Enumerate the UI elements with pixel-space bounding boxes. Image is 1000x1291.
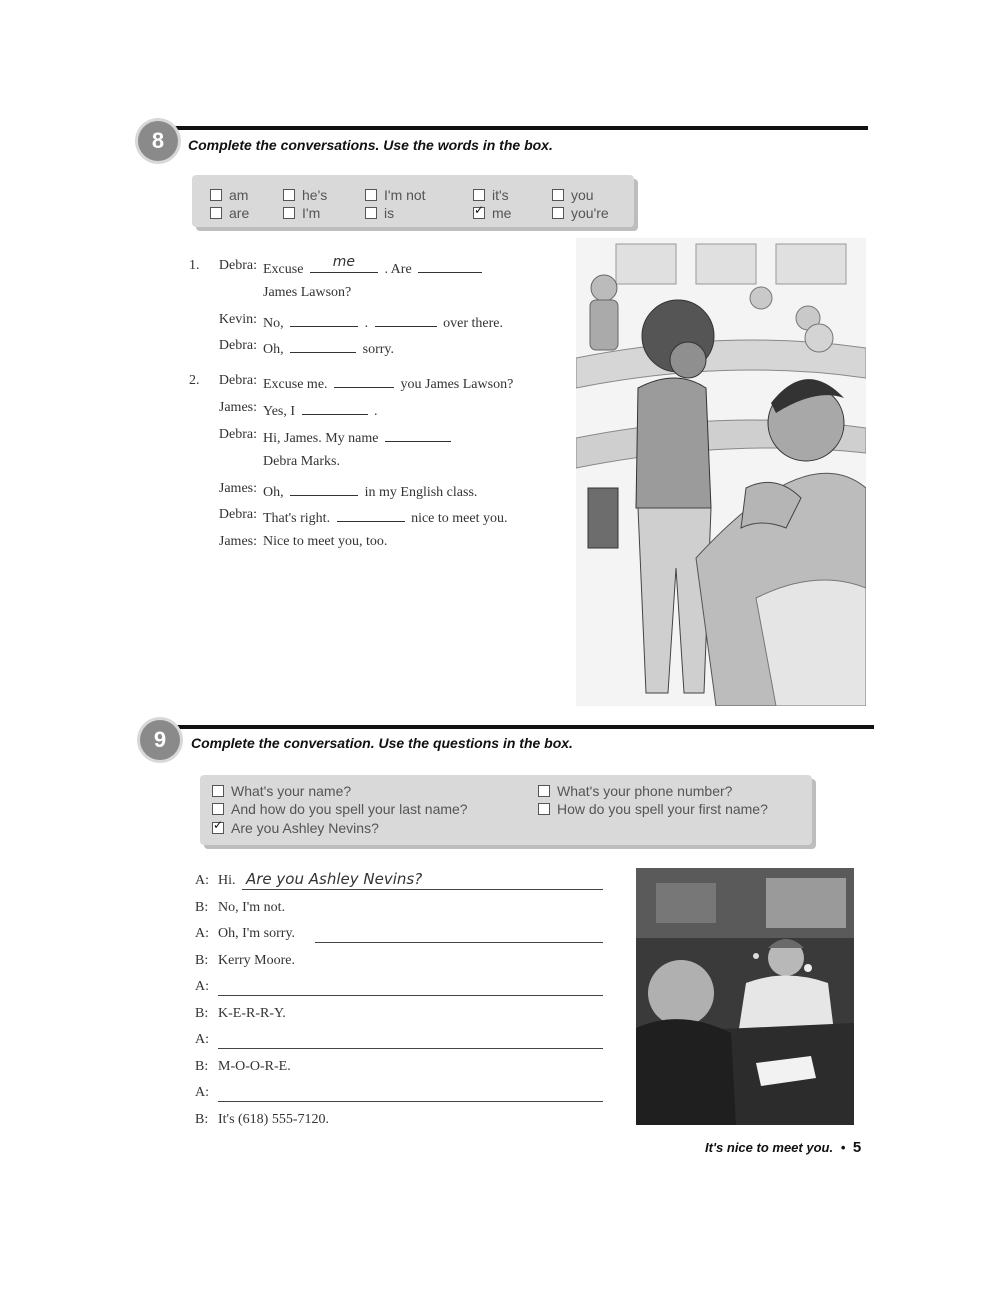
dialogue-speaker: B:	[195, 1059, 209, 1074]
checkbox-icon[interactable]	[473, 189, 485, 201]
blank-field[interactable]	[302, 400, 368, 415]
speaker-label: Debra:	[218, 373, 257, 388]
dialogue-speaker: A:	[195, 1085, 209, 1100]
question-option-label: Are you Ashley Nevins?	[231, 820, 379, 836]
word-option[interactable]	[210, 187, 248, 203]
question-option-label: What's your name?	[231, 783, 352, 799]
dialogue-speaker: A:	[195, 979, 209, 994]
checkbox-icon[interactable]	[212, 785, 224, 797]
word-option-label: you	[571, 187, 594, 203]
page-number: 5	[852, 1139, 862, 1156]
word-option-label: I'm not	[384, 187, 426, 203]
exercise-9-badge	[140, 720, 180, 760]
classroom-drawing	[576, 238, 866, 706]
blank-field[interactable]	[290, 481, 358, 496]
answer-blank-field[interactable]	[315, 926, 603, 943]
checkbox-icon[interactable]	[538, 803, 550, 815]
line-text: .	[364, 316, 369, 331]
answer-blank-field[interactable]	[242, 870, 603, 890]
word-option-label: it's	[492, 187, 509, 203]
checkbox-icon[interactable]	[538, 785, 550, 797]
conv-line	[263, 312, 503, 332]
blank-field[interactable]	[375, 312, 437, 327]
blank-field[interactable]	[310, 254, 378, 273]
exercise-8-number: 8	[151, 128, 165, 153]
blank-field[interactable]	[334, 373, 394, 388]
question-option[interactable]	[212, 820, 379, 836]
line-text: Excuse	[263, 262, 304, 277]
blank-field[interactable]	[385, 427, 451, 442]
speaker-label: James:	[218, 534, 257, 549]
exercise-8-instruction: Complete the conversations. Use the words in the box.	[188, 137, 553, 153]
checkbox-icon[interactable]	[283, 189, 295, 201]
exercise-8-badge	[138, 121, 178, 161]
checkbox-icon[interactable]	[552, 189, 564, 201]
word-option-label: me	[492, 205, 512, 221]
line-text: over there.	[443, 316, 503, 331]
blank-field[interactable]	[418, 258, 482, 273]
word-option[interactable]	[210, 205, 249, 221]
word-option[interactable]	[283, 187, 327, 203]
speaker-label: Debra:	[218, 427, 257, 442]
question-option-label: And how do you spell your last name?	[231, 801, 468, 817]
word-option-label: you're	[571, 205, 609, 221]
line-text: Oh,	[263, 342, 284, 357]
dialogue-text: K-E-R-R-Y.	[218, 1006, 286, 1021]
word-option[interactable]	[283, 205, 320, 221]
conv-line	[263, 338, 394, 358]
checked-checkbox-icon[interactable]	[473, 207, 485, 219]
word-option[interactable]	[473, 187, 509, 203]
checkbox-icon[interactable]	[210, 207, 222, 219]
dialogue-text: It's (618) 555-7120.	[218, 1112, 330, 1127]
checkbox-icon[interactable]	[283, 207, 295, 219]
checkbox-icon[interactable]	[212, 803, 224, 815]
conv-line: James Lawson?	[263, 285, 352, 300]
footer-bullet: •	[840, 1140, 846, 1155]
conv-line: Debra Marks.	[263, 454, 340, 469]
dialogue-text: Hi.	[218, 873, 236, 888]
word-option-label: I'm	[302, 205, 321, 221]
blank-field[interactable]	[290, 312, 358, 327]
question-option-label: What's your phone number?	[557, 783, 733, 799]
blank-field[interactable]	[290, 338, 356, 353]
conv-line	[263, 427, 454, 447]
checkbox-icon[interactable]	[365, 189, 377, 201]
meeting-photo-drawing	[636, 868, 854, 1125]
speaker-label: James:	[218, 481, 257, 496]
section-8-rule	[170, 126, 868, 130]
classroom-illustration	[576, 238, 866, 706]
speaker-label: Debra:	[218, 338, 257, 353]
meeting-photo	[636, 868, 854, 1125]
exercise-9-instruction: Complete the conversation. Use the questions in the box.	[191, 735, 573, 751]
line-text: Oh,	[263, 485, 284, 500]
word-option[interactable]	[473, 205, 511, 221]
speaker-label: Kevin:	[218, 312, 257, 327]
dialogue-speaker: B:	[195, 1112, 209, 1127]
footer-title: It's nice to meet you.	[705, 1140, 834, 1155]
line-text: you James Lawson?	[400, 377, 514, 392]
dialogue-speaker: B:	[195, 900, 209, 915]
handwritten-answer: Are you Ashley Nevins?	[246, 870, 423, 888]
answer-blank-field[interactable]	[218, 1032, 603, 1049]
word-option[interactable]	[552, 205, 609, 221]
line-text: That's right.	[263, 511, 331, 526]
line-text: .	[374, 404, 378, 419]
handwritten-answer: me	[332, 254, 356, 270]
conv-line	[263, 254, 485, 278]
word-option[interactable]	[365, 187, 426, 203]
line-text: in my English class.	[364, 485, 478, 500]
checked-checkbox-icon[interactable]	[212, 822, 224, 834]
line-text: . Are	[384, 262, 412, 277]
line-text: Excuse me.	[263, 377, 328, 392]
dialogue-speaker: A:	[195, 926, 209, 941]
dialogue-speaker: B:	[195, 1006, 209, 1021]
speaker-label: Debra:	[218, 507, 257, 522]
word-option-label: he's	[302, 187, 328, 203]
conv-line	[263, 507, 508, 527]
line-text: No,	[263, 316, 284, 331]
word-option-label: am	[229, 187, 249, 203]
line-text: sorry.	[362, 342, 394, 357]
blank-field[interactable]	[337, 507, 405, 522]
line-text: nice to meet you.	[411, 511, 508, 526]
conv-line	[263, 400, 378, 420]
dialogue-text: No, I'm not.	[218, 900, 286, 915]
word-option-label: are	[229, 205, 250, 221]
question-option-label: How do you spell your first name?	[557, 801, 768, 817]
dialogue-text: Kerry Moore.	[218, 953, 295, 968]
answer-blank-field[interactable]	[218, 1085, 603, 1102]
exercise-9-number: 9	[153, 727, 167, 752]
dialogue-speaker: B:	[195, 953, 209, 968]
checkbox-icon[interactable]	[552, 207, 564, 219]
conv-line	[263, 481, 477, 501]
conv-1-number: 1.	[189, 258, 200, 273]
question-option[interactable]	[538, 801, 768, 817]
dialogue-text: M-O-O-R-E.	[218, 1059, 291, 1074]
question-option[interactable]	[538, 783, 732, 799]
conv-line: Nice to meet you, too.	[263, 534, 388, 549]
conv-line	[263, 373, 513, 393]
speaker-label: James:	[218, 400, 257, 415]
dialogue-text: Oh, I'm sorry.	[218, 926, 296, 941]
checkbox-icon[interactable]	[365, 207, 377, 219]
speaker-label: Debra:	[218, 258, 257, 273]
line-text: Hi, James. My name	[263, 431, 379, 446]
word-option[interactable]	[552, 187, 594, 203]
conv-2-number: 2.	[189, 373, 200, 388]
checkbox-icon[interactable]	[210, 189, 222, 201]
section-9-rule	[170, 725, 874, 729]
question-option[interactable]	[212, 801, 468, 817]
line-text: Yes, I	[263, 404, 296, 419]
dialogue-speaker: A:	[195, 873, 209, 888]
word-option-label: is	[384, 205, 395, 221]
page-footer	[705, 1139, 861, 1156]
answer-blank-field[interactable]	[218, 979, 603, 996]
word-option[interactable]	[365, 205, 394, 221]
dialogue-speaker: A:	[195, 1032, 209, 1047]
question-option[interactable]	[212, 783, 351, 799]
